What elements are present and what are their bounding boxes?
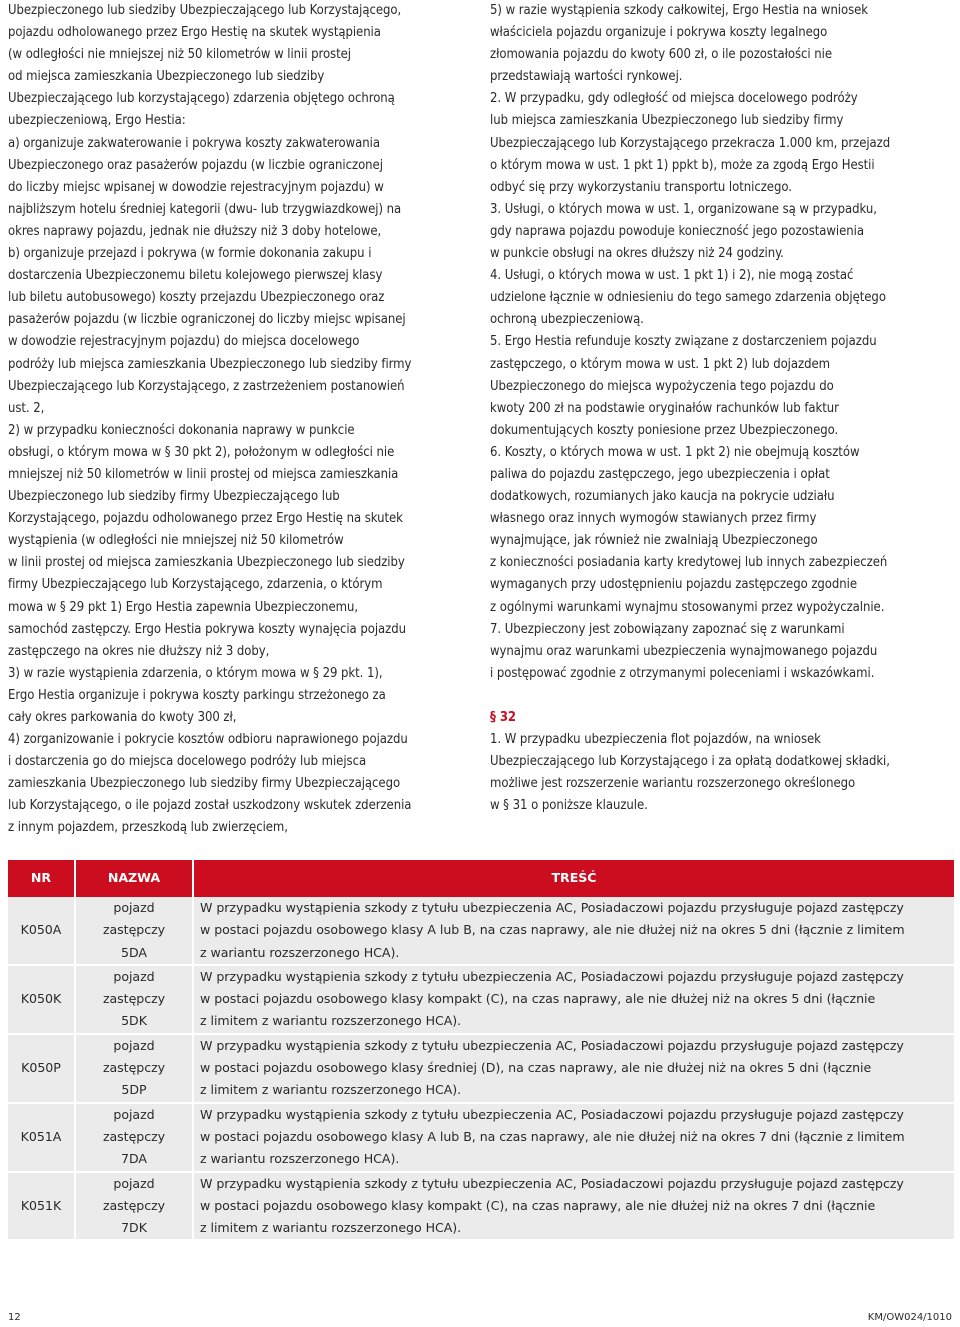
clause-name-line: 7DA	[121, 1151, 147, 1167]
text-line: zastępczego, o którym mowa w ust. 1 pkt 2) lub dojazdem	[490, 356, 830, 372]
text-line: do liczby miejsc wpisanej w dowodzie rejestracyjnym pojazdu) w	[8, 179, 384, 195]
text-line: najbliższym hotelu średniej kategorii (dwu- lub trzygwiazdkowej) na	[8, 201, 402, 217]
text-line: 2) w przypadku konieczności dokonania naprawy w punkcie	[8, 422, 355, 438]
text-line: ochroną ubezpieczeniową.	[490, 312, 644, 328]
text-line: firmy Ubezpieczającego lub Korzystającego, zdarzenia, o którym	[8, 577, 383, 593]
text-line: Ubezpieczającego lub Korzystającego, z zastrzeżeniem postanowień	[8, 378, 405, 394]
text-line: w punkcie obsługi na okres dłuższy niż 24 godziny.	[490, 246, 784, 262]
text-line: 5. Ergo Hestia refunduje koszty związane z dostarczeniem pojazdu	[490, 334, 877, 350]
text-line: 3. Usługi, o których mowa w ust. 1, organizowane są w przypadku,	[490, 201, 877, 217]
clause-text	[193, 1034, 954, 1103]
clause-name-line: zastępczy	[102, 1197, 166, 1213]
text-line: 7. Ubezpieczony jest zobowiązany zapoznać się z warunkami	[490, 621, 845, 637]
text-line: cały okres parkowania do kwoty 300 zł,	[8, 710, 237, 725]
clause-text-line: z limitem z wariantu rozszerzonego HCA).	[200, 1220, 462, 1236]
text-line: Ubezpieczającego lub Korzystającego przekracza 1.000 km, przejazd	[490, 135, 891, 151]
text-line: a) organizuje zakwaterowanie i pokrywa koszty zakwaterowania	[8, 135, 380, 151]
text-line: i dostarczenia go do miejsca docelowego podróży lub miejsca	[8, 754, 367, 770]
text-line: 4) zorganizowanie i pokrycie kosztów odbioru naprawionego pojazdu	[8, 732, 408, 748]
text-line: pasażerów pojazdu (w liczbie ograniczonej do liczby miejsc wpisanej	[8, 312, 406, 328]
clause-text	[193, 897, 954, 965]
text-line: wynajmu oraz warunkami ubezpieczenia wynajmowanego pojazdu	[490, 643, 878, 659]
clause-name	[75, 897, 193, 965]
clause-name-line: 7DK	[121, 1220, 147, 1236]
text-line: w § 31 o poniższe klauzule.	[490, 798, 648, 814]
text-line: 3) w razie wystąpienia zdarzenia, o którym mowa w § 29 pkt. 1),	[8, 665, 383, 681]
document-code: KM/OW024/1010	[867, 1312, 952, 1323]
text-line: samochód zastępczy. Ergo Hestia pokrywa koszty wynajęcia pojazdu	[8, 621, 406, 637]
text-line: ubezpieczeniową, Ergo Hestia:	[8, 113, 186, 129]
table-row	[8, 897, 954, 965]
text-line: mniejszej niż 50 kilometrów w linii prostej od miejsca zamieszkania	[8, 466, 399, 482]
text-line: 6. Koszty, o których mowa w ust. 1 pkt 2) nie obejmują kosztów	[490, 444, 860, 460]
clause-name	[75, 1172, 193, 1241]
clause-nr: K050P	[8, 1034, 75, 1103]
text-line: dodatkowych, rozumianych jako kaucja na pokrycie udziału	[490, 489, 835, 505]
text-line: z ogólnymi warunkami wynajmu stosowanymi przez wypożyczalnie.	[490, 599, 885, 615]
text-line: zastępczego na okres nie dłuższy niż 3 doby,	[8, 643, 270, 659]
clause-text-line: W przypadku wystąpienia szkody z tytułu ubezpieczenia AC, Posiadaczowi pojazdu przysługuje pojazd zastępczy	[200, 1175, 904, 1191]
left-text-column	[8, 0, 470, 840]
text-line: mowa w § 29 pkt 1) Ergo Hestia zapewnia Ubezpieczonemu,	[8, 599, 359, 615]
clause-nr: K050K	[8, 965, 75, 1034]
clause-text-line: W przypadku wystąpienia szkody z tytułu ubezpieczenia AC, Posiadaczowi pojazdu przysługuje pojazd zastępczy	[200, 900, 904, 915]
table-row	[8, 965, 954, 1034]
clause-name-line: pojazd	[113, 1037, 155, 1053]
clause-name-line: zastępczy	[102, 991, 166, 1007]
text-line: Ubezpieczającego lub korzystającego) zdarzenia objętego ochroną	[8, 91, 395, 107]
clause-text-line: w postaci pojazdu osobowego klasy kompakt (C), na czas naprawy, ale nie dłużej niż na okres 5 dni (łącznie	[200, 991, 876, 1007]
text-line: z innym pojazdem, przeszkodą lub zwierzęciem,	[8, 820, 288, 836]
text-line: odbyć się przy wykorzystaniu transportu lotniczego.	[490, 179, 792, 195]
text-line: b) organizuje przejazd i pokrywa (w formie dokonania zakupu i	[8, 246, 372, 262]
header-nazwa: NAZWA	[75, 860, 193, 897]
text-line: udzielone łącznie w odniesieniu do tego samego zdarzenia objętego	[490, 290, 886, 306]
clause-name-line: zastępczy	[102, 922, 166, 938]
text-line: możliwe jest rozszerzenie wariantu rozszerzonego określonego	[490, 776, 856, 792]
text-line: właściciela pojazdu organizuje i pokrywa koszty legalnego	[490, 25, 828, 41]
clause-text-line: z wariantu rozszerzonego HCA).	[200, 1151, 400, 1167]
clause-text-line: W przypadku wystąpienia szkody z tytułu ubezpieczenia AC, Posiadaczowi pojazdu przysługuje pojazd zastępczy	[200, 968, 904, 984]
header-tresc: TREŚĆ	[193, 860, 954, 897]
spacer	[490, 685, 952, 707]
clause-text-line: z limitem z wariantu rozszerzonego HCA).	[200, 1082, 462, 1098]
clause-name-line: zastępczy	[102, 1128, 166, 1144]
header-nr: NR	[8, 860, 75, 897]
text-line: w linii prostej od miejsca zamieszkania Ubezpieczonego lub siedziby	[8, 555, 405, 571]
text-line: Korzystającego, pojazdu odholowanego przez Ergo Hestię na skutek	[8, 511, 403, 527]
text-line: gdy naprawa pojazdu powoduje konieczność jego pozostawienia	[490, 223, 864, 239]
table-header-row	[8, 860, 954, 897]
text-line: (w odległości nie mniejszej niż 50 kilometrów w linii prostej	[8, 47, 351, 63]
section-heading: § 32	[490, 710, 516, 725]
clause-name-line: 5DP	[121, 1082, 147, 1098]
clause-name-line: 5DK	[121, 1013, 147, 1029]
text-line: od miejsca zamieszkania Ubezpieczonego lub siedziby	[8, 69, 325, 85]
clause-nr: K051K	[8, 1172, 75, 1241]
text-line: obsługi, o którym mowa w § 30 pkt 2), położonym w odległości nie	[8, 444, 395, 460]
text-line: 4. Usługi, o których mowa w ust. 1 pkt 1) i 2), nie mogą zostać	[490, 268, 854, 284]
text-line: Ubezpieczonego lub siedziby firmy Ubezpieczającego lub	[8, 489, 340, 505]
clause-nr: K050A	[8, 897, 75, 965]
text-line: dostarczenia Ubezpieczonemu biletu kolejowego pierwszej klasy	[8, 268, 383, 284]
clause-text-line: z wariantu rozszerzonego HCA).	[200, 944, 400, 960]
clause-text-line: w postaci pojazdu osobowego klasy A lub B, na czas naprawy, ale nie dłużej niż na okres 5 dni (łącznie z limitem	[200, 922, 905, 938]
clause-text-line: W przypadku wystąpienia szkody z tytułu ubezpieczenia AC, Posiadaczowi pojazdu przysługuje pojazd zastępczy	[200, 1037, 904, 1053]
text-line: dokumentujących koszty poniesione przez Ubezpieczonego.	[490, 422, 839, 438]
clause-text	[193, 1172, 954, 1241]
clause-text-line: w postaci pojazdu osobowego klasy A lub B, na czas naprawy, ale nie dłużej niż na okres 7 dni (łącznie z limitem	[200, 1128, 905, 1144]
text-line: Ubezpieczonego oraz pasażerów pojazdu (w liczbie ograniczonej	[8, 157, 383, 173]
text-line: kwoty 200 zł na podstawie oryginałów rachunków lub faktur	[490, 400, 839, 416]
text-line: wymaganych przy udostępnieniu pojazdu zastępczego zgodnie	[490, 577, 857, 593]
clauses-table	[8, 860, 954, 1241]
text-line: i postępować zgodnie z otrzymanymi poleceniami i wskazówkami.	[490, 665, 875, 681]
text-line: lub miejsca zamieszkania Ubezpieczonego lub siedziby firmy	[490, 113, 844, 129]
clause-text-line: w postaci pojazdu osobowego klasy kompakt (C), na czas naprawy, ale nie dłużej niż na okres 7 dni (łącznie	[200, 1197, 876, 1213]
text-line: lub Korzystającego, o ile pojazd został uszkodzony wskutek zderzenia	[8, 798, 412, 814]
text-line: ust. 2,	[8, 400, 45, 416]
clause-name	[75, 1034, 193, 1103]
clause-name	[75, 965, 193, 1034]
clause-name-line: pojazd	[113, 1106, 155, 1122]
text-line: paliwa do pojazdu zastępczego, jego ubezpieczenia i opłat	[490, 466, 830, 482]
clause-text	[193, 965, 954, 1034]
right-text-column	[490, 0, 952, 817]
text-line: podróży lub miejsca zamieszkania Ubezpieczonego lub siedziby firmy	[8, 356, 412, 372]
text-line: Ubezpieczonego lub siedziby Ubezpieczającego lub Korzystającego,	[8, 3, 402, 18]
clause-name-line: zastępczy	[102, 1060, 166, 1076]
text-line: pojazdu odholowanego przez Ergo Hestię na skutek wystąpienia	[8, 25, 381, 41]
page-number: 12	[8, 1312, 21, 1323]
text-line: Ubezpieczonego do miejsca wypożyczenia tego pojazdu do	[490, 378, 834, 394]
clause-nr: K051A	[8, 1103, 75, 1172]
clause-name-line: pojazd	[113, 1175, 155, 1191]
text-line: 2. W przypadku, gdy odległość od miejsca docelowego podróży	[490, 91, 858, 107]
table-row	[8, 1103, 954, 1172]
clause-text	[193, 1103, 954, 1172]
text-line: złomowania pojazdu do kwoty 600 zł, o ile pozostałości nie	[490, 47, 832, 63]
text-line: 1. W przypadku ubezpieczenia flot pojazdów, na wniosek	[490, 732, 821, 748]
text-line: zamieszkania Ubezpieczonego lub siedziby firmy Ubezpieczającego	[8, 776, 401, 792]
text-line: Ubezpieczającego lub Korzystającego i za opłatą dodatkowej składki,	[490, 754, 890, 770]
text-line: przedstawiają wartości rynkowej.	[490, 69, 683, 85]
table-row	[8, 1172, 954, 1241]
text-line: wynajmujące, jak również nie zwalniają Ubezpieczonego	[490, 533, 818, 549]
clause-name	[75, 1103, 193, 1172]
text-line: Ergo Hestia organizuje i pokrywa koszty parkingu strzeżonego za	[8, 687, 386, 703]
text-line: w dowodzie rejestracyjnym pojazdu) do miejsca docelowego	[8, 334, 360, 350]
text-line: własnego oraz innych wymogów stawianych przez firmy	[490, 511, 817, 527]
text-line: o którym mowa w ust. 1 pkt 1) ppkt b), może za zgodą Ergo Hestii	[490, 157, 875, 173]
text-line: 5) w razie wystąpienia szkody całkowitej, Ergo Hestia na wniosek	[490, 3, 869, 18]
text-line: okres naprawy pojazdu, jednak nie dłuższy niż 3 doby hotelowe,	[8, 223, 382, 239]
text-line: z konieczności posiadania karty kredytowej lub innych zabezpieczeń	[490, 555, 888, 571]
text-line: wystąpienia (w odległości nie mniejszej niż 50 kilometrów	[8, 533, 344, 549]
text-line: lub biletu autobusowego) koszty przejazdu Ubezpieczonego oraz	[8, 290, 385, 306]
clause-text-line: z limitem z wariantu rozszerzonego HCA).	[200, 1013, 462, 1029]
clause-name-line: pojazd	[113, 968, 155, 984]
clause-text-line: w postaci pojazdu osobowego klasy średniej (D), na czas naprawy, ale nie dłużej niż na okres 5 dni (łącznie	[200, 1060, 872, 1076]
clause-name-line: pojazd	[113, 900, 155, 915]
clause-name-line: 5DA	[121, 944, 147, 960]
clause-text-line: W przypadku wystąpienia szkody z tytułu ubezpieczenia AC, Posiadaczowi pojazdu przysługuje pojazd zastępczy	[200, 1106, 904, 1122]
table-row	[8, 1034, 954, 1103]
